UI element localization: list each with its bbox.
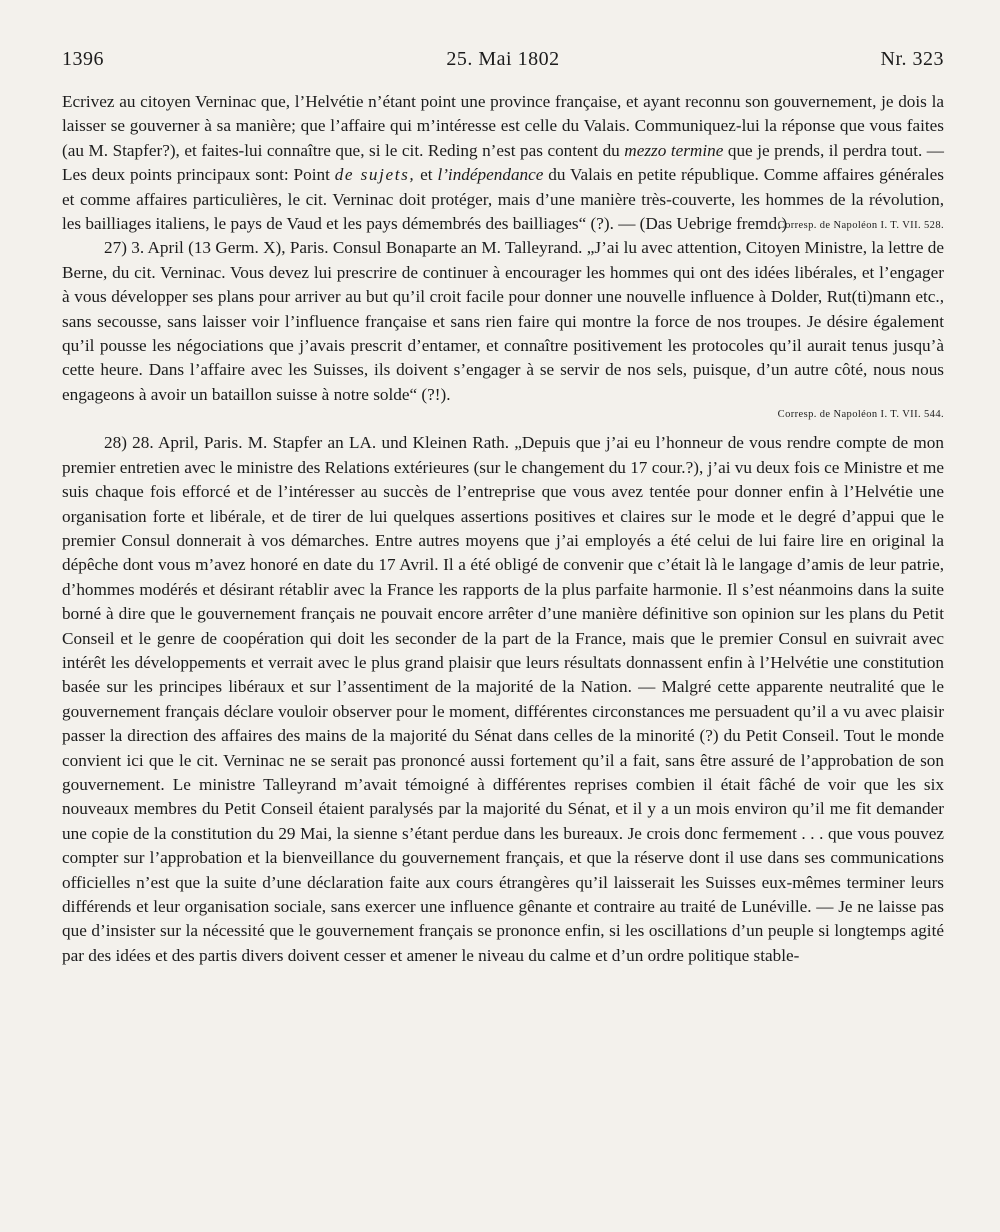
body-text xyxy=(62,90,944,968)
running-header xyxy=(62,48,944,90)
paragraph-entry-27: 27) 3. April (13 Germ. X), Paris. Consul Bonaparte an M. Talleyrand. „J’ai lu avec attention, Citoyen Ministre, la lettre de Berne, du cit. Verninac. Vous devez lui prescrire de continuer à encourager les hommes qui ont des idées libérales, et l’engager à vous développer ses plans pour arriver au but qu’il croit facile pour donner une nouvelle influence à Dolder, Rut(ti)mann etc., sans secousse, sans laisser voir l’influence française et sans rien faire qui montre la force de nos troupes. Je désire également qu’il pousse les négociations que j’avais prescrit d’entamer, et connaître positivement les protocoles qu’il aurait tenus jusqu’à cette heure. Dans l’affaire avec les Suisses, ils doivent s’engager à se servir de nos sels, puisque, d’un autre côté, nous nous engageons à avoir un bataillon suisse à notre solde“ (?!). xyxy=(62,238,944,404)
paragraph-entry-28: 28) 28. April, Paris. M. Stapfer an LA. und Kleinen Rath. „Depuis que j’ai eu l’honneur de vous rendre compte de mon premier entretien avec le ministre des Relations extérieures (sur le changement du 17 cour.?), j’ai vu deux fois ce Ministre et me suis chaque fois efforcé et de l’intéresser au succès de l’entreprise que vous avez tentée pour donner enfin à l’Helvétie une organisation forte et libérale, et de tirer de lui quelques assertions positives et claires sur le mode et le degré d’appui que le premier Consul donnerait à vos démarches. Entre autres moyens que j’ai employés a été celui de lui faire lire en original la dépêche dont vous m’avez honoré en date du 17 Avril. Il a été obligé de convenir que c’était là le langage d’amis de leur patrie, d’hommes modérés et désirant rétablir avec la France les rapports de la plus parfaite harmonie. Il s’est néanmoins dans la suite borné à dire que le gouvernement français ne pouvait encore arrêter d’une manière définitive son opinion sur les plans du Petit Conseil et le genre de coopération qui doit les seconder de la part de la France, mais que le premier Consul en suivrait avec intérêt les développements et verrait avec le plus grand plaisir que leurs résultats donnassent enfin à l’Helvétie une constitution basée sur les principes libéraux et sur l’assentiment de la majorité de la Nation. — Malgré cette apparente neutralité que le gouvernement français déclare vouloir observer pour le moment, différentes circonstances me persuadent qu’il a vu avec plaisir passer la direction des affaires des mains de la majorité du Sénat dans celles de la minorité (?) du Petit Conseil. Tout le monde convient ici que le cit. Verninac ne se serait pas prononcé aussi fortement qu’il a fait, sans être assuré de l’approbation de son gouvernement. Le ministre Talleyrand m’avait témoigné à différentes reprises combien il était fâché de voir que les six nouveaux membres du Petit Conseil étaient paralysés par la majorité du Sénat, et il y a un mois environ qu’il me fit demander une copie de la constitution du 29 Mai, la sienne s’étant perdue dans les bureaux. Je crois donc fermement . . . que vous pouvez compter sur l’approbation et la bienveillance du gouvernement français, et que la réserve dont il use dans ses communications officielles n’est que la suite d’une déclaration faite aux cours étrangères qu’il laisserait les Suisses eux-mêmes terminer leurs différends et leur organisation sociale, sans exercer une influence gênante et contraire au traité de Lunéville. — Je ne laisse pas que d’insister sur la nécessité que le gouvernement français se prononce enfin, si les oscillations d’un peuple si longtemps agité par des idées et des partis divers doivent cesser et amener le niveau du calme et d’un ordre politique stable- xyxy=(62,433,944,965)
document-number: Nr. 323 xyxy=(880,48,944,70)
header-date: 25. Mai 1802 xyxy=(446,48,560,70)
citation-reference-544: Corresp. de Napoléon I. T. VII. 544. xyxy=(777,409,944,421)
page-number: 1396 xyxy=(62,48,104,70)
paragraph-napoleon-instructions: Ecrivez au citoyen Verninac que, l’Helvétie n’étant point une province française, et ayant reconnu son gouvernement, je dois la laisser se gouverner à sa manière; que l’affaire qui m’intéresse est celle du Valais. Communiquez-lui la réponse que vous faites (au M. Stapfer?), et faites-lui connaître que, si le cit. Reding n’est pas content du mezzo termine que je prends, il perdra tout. — Les deux points principaux sont: Point de sujets, et l’indépendance du Valais en petite république. Comme affaires générales et comme affaires particulières, le cit. Verninac doit protéger, mais d’une manière très-couverte, les hommes de la révolution, les bailliages italiens, le pays de Vaud et les pays démembrés des bailliages“ (?). — (Das Uebrige fremd.) xyxy=(62,92,944,234)
citation-reference-528: Corresp. de Napoléon I. T. VII. 528. xyxy=(777,220,944,232)
